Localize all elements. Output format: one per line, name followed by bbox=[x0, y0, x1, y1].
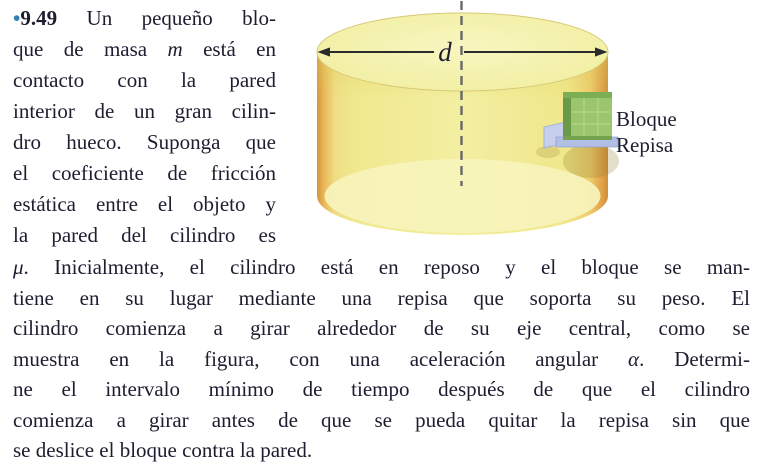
text-segment: Un pequeño blo- bbox=[57, 6, 276, 30]
shelf-label: Repisa bbox=[616, 133, 674, 157]
problem-text-fullwidth bbox=[13, 252, 750, 466]
mu-symbol: μ bbox=[13, 255, 24, 279]
problem-text-column bbox=[13, 3, 276, 251]
text-segment: contacto con la pared bbox=[13, 68, 276, 92]
text-line bbox=[13, 3, 276, 34]
text-line bbox=[13, 34, 276, 65]
diameter-label: d bbox=[438, 37, 452, 67]
text-line bbox=[13, 65, 276, 96]
text-segment: el coeficiente de fricción bbox=[13, 161, 276, 185]
text-segment: interior de un gran cilin- bbox=[13, 99, 276, 123]
text-line bbox=[13, 158, 276, 189]
text-line bbox=[13, 96, 276, 127]
text-line bbox=[13, 374, 750, 405]
text-segment: . Inicialmente, el cilindro está en reposo y el bloque se man- bbox=[23, 255, 750, 279]
text-segment: estática entre el objeto y bbox=[13, 192, 276, 216]
text-segment: muestra en la figura, con una aceleración angular bbox=[13, 346, 629, 371]
problem-figure bbox=[300, 0, 700, 245]
text-line bbox=[13, 252, 750, 283]
alpha-symbol: α bbox=[628, 346, 640, 371]
text-line bbox=[13, 283, 750, 314]
problem-number: 9.49 bbox=[20, 6, 58, 30]
text-line bbox=[13, 189, 276, 220]
mass-symbol: m bbox=[167, 37, 183, 61]
text-line bbox=[13, 435, 750, 466]
text-line bbox=[13, 405, 750, 436]
text-segment: . Determi- bbox=[639, 346, 750, 371]
text-segment: ne el intervalo mínimo de tiempo después de que el cilindro bbox=[13, 377, 750, 401]
text-line bbox=[13, 127, 276, 158]
block-label: Bloque bbox=[616, 107, 677, 131]
text-line bbox=[13, 220, 276, 251]
text-segment: cilindro comienza a girar alrededor de su eje central, como se bbox=[13, 316, 750, 340]
text-line bbox=[13, 344, 750, 375]
text-segment: comienza a girar antes de que se pueda quitar la repisa sin que bbox=[13, 407, 750, 432]
text-segment: la pared del cilindro es bbox=[13, 223, 276, 247]
text-line bbox=[13, 313, 750, 344]
cylinder-illustration bbox=[300, 0, 700, 245]
text-segment: se deslice el bloque contra la pared. bbox=[13, 438, 313, 462]
text-segment: tiene en su lugar mediante una repisa que soporta su peso. El bbox=[13, 285, 750, 310]
shelf-shadow bbox=[536, 146, 560, 158]
problem-bullet: • bbox=[13, 6, 21, 30]
block bbox=[563, 92, 612, 140]
text-segment: que de masa bbox=[13, 37, 168, 61]
text-segment: dro hueco. Suponga que bbox=[13, 130, 276, 154]
text-segment: está en bbox=[182, 37, 276, 61]
block-shadow bbox=[563, 144, 619, 178]
